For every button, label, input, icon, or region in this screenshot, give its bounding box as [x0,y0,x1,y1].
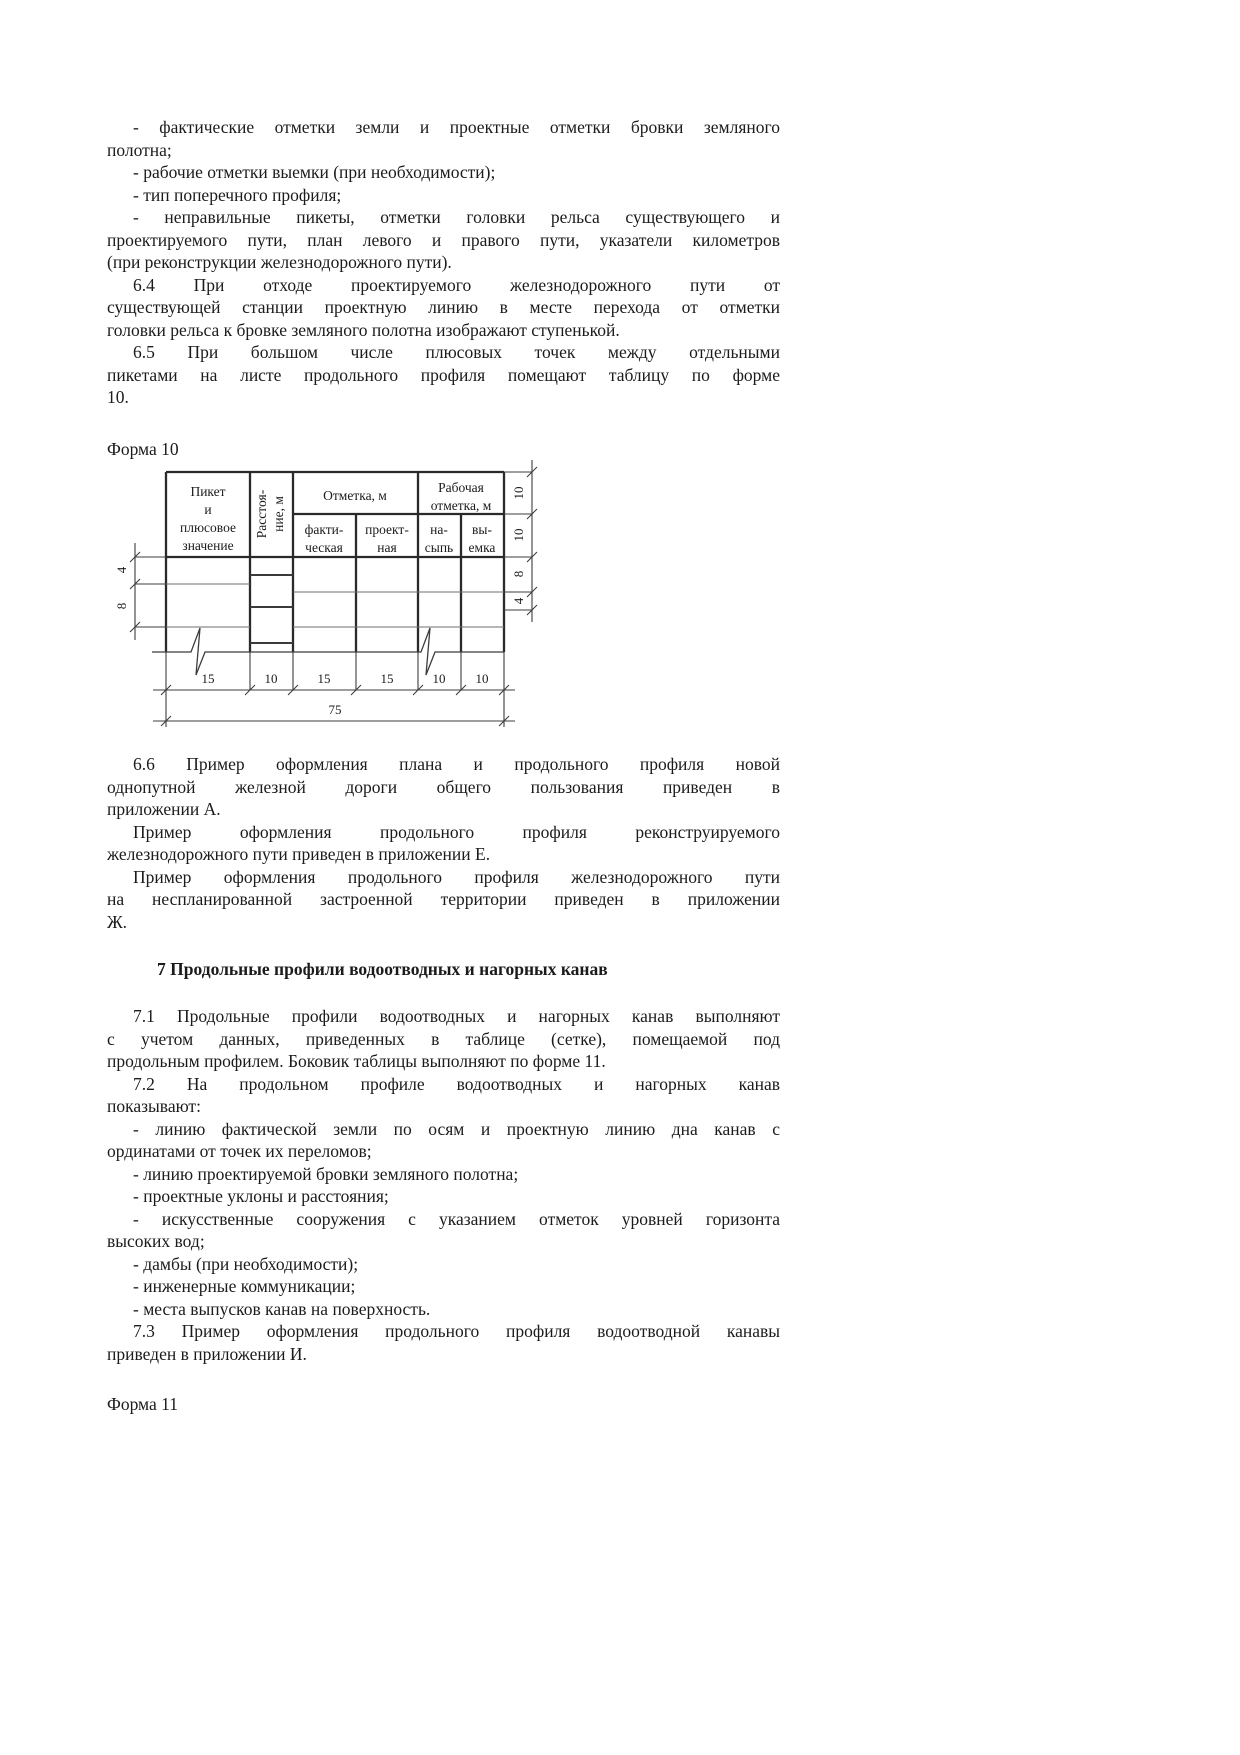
sub-col4-line: ная [377,540,397,555]
dim-total: 75 [328,702,342,717]
col1-header-line: значение [182,538,234,553]
text-line: однопутной железной дороги общего пользования приведен в [107,776,780,797]
col1-header-line: и [204,502,212,517]
sub-col6-line: вы- [472,522,492,537]
text-line: железнодорожного пути приведен в приложении Е. [107,844,491,864]
dim-right: 10 [511,528,526,542]
dim-bottom: 15 [380,671,394,686]
text-line: Пример оформления продольного профиля реконструируемого [133,821,780,842]
form10-label: Форма 10 [107,439,179,459]
text-line: - линию фактической земли по осям и проектную линию дна канав с [133,1118,780,1139]
col2-header-rotated: ние, м [271,496,286,532]
text-line: приведен в приложении И. [107,1343,307,1364]
break-line [152,628,504,675]
text-line: - дамбы (при необходимости); [133,1253,359,1274]
sub-col3-line: ческая [305,540,343,555]
text-line: (при реконструкции железнодорожного пути). [107,252,452,272]
text-line: проектируемого пути, план левого и правого пути, указатели километров [107,229,780,250]
text-line: - тип поперечного профиля; [133,184,342,205]
dim-left: 4 [114,566,129,574]
group2-header-line: отметка, м [430,498,492,513]
dim-bottom: 10 [475,671,489,686]
text-line: - линию проектируемой бровки земляного полотна; [133,1163,519,1184]
col1-header-line: плюсовое [180,520,236,535]
form10-figure [95,440,555,740]
text-line: продольным профилем. Боковик таблицы выполняют по форме 11. [107,1051,606,1071]
sub-col5-line: на- [430,522,448,537]
group2-header-line: Рабочая [438,480,484,495]
text-line: 6.5 При большом числе плюсовых точек между отдельными [133,342,780,362]
text-line: высоких вод; [107,1231,205,1251]
dim-bottom: 10 [264,671,278,686]
text-block-6-6 [107,753,780,933]
text-block-6-3 [107,116,780,409]
col2-header-rotated: Расстоя- [254,489,269,539]
text-content [107,0,780,1755]
text-line: - рабочие отметки выемки (при необходимости); [133,162,496,182]
dim-bottom: 10 [432,671,446,686]
text-line: 10. [107,387,129,407]
text-line: на неспланированной застроенной территории приведен в приложении [107,889,780,909]
text-line: Ж. [107,911,128,932]
sub-col6-line: емка [468,540,496,555]
text-line: 7.1 Продольные профили водоотводных и нагорных канав выполняют [133,1006,780,1026]
text-line: 7.2 На продольном профиле водоотводных и нагорных канав [133,1073,780,1094]
text-line: - неправильные пикеты, отметки головки рельса существующего и [133,207,780,227]
dim-bottom: 15 [201,671,215,686]
text-line: - фактические отметки земли и проектные отметки бровки земляного [133,117,780,137]
text-line: ординатами от точек их переломов; [107,1141,372,1161]
text-line: с учетом данных, приведенных в таблице (сетке), помещаемой под [107,1028,780,1049]
text-line: пикетами на листе продольного профиля помещают таблицу по форме [107,364,780,385]
text-line: 7.3 Пример оформления продольного профиля водоотводной канавы [133,1321,780,1341]
text-line: существующей станции проектную линию в месте перехода от отметки [107,297,780,317]
sub-col4-line: проект- [365,522,409,537]
dim-bottom: 15 [317,671,331,686]
group1-header: Отметка, м [323,488,387,503]
text-line: 6.6 Пример оформления плана и продольного профиля новой [133,754,780,774]
sub-col5-line: сыпь [424,540,454,555]
text-line: - места выпусков канав на поверхность. [133,1298,431,1319]
section-heading: 7 Продольные профили водоотводных и нагорных канав [157,959,608,979]
text-block-7 [107,1005,780,1365]
form10-headers [180,480,495,555]
text-line: Пример оформления продольного профиля железнодорожного пути [133,866,780,887]
form11-label: Форма 11 [107,1394,179,1414]
text-line: - искусственные сооружения с указанием отметок уровней горизонта [133,1208,780,1229]
dim-right: 10 [511,486,526,500]
text-line: - проектные уклоны и расстояния; [133,1186,389,1206]
dim-right: 8 [511,570,526,578]
text-line: - инженерные коммуникации; [133,1276,356,1296]
text-line: 6.4 При отходе проектируемого железнодорожного пути от [133,274,780,295]
text-line: полотна; [107,139,172,160]
text-line: головки рельса к бровке земляного полотна изображают ступенькой. [107,319,620,340]
text-line: показывают: [107,1096,201,1116]
dim-left: 8 [114,602,129,610]
sub-col3-line: факти- [304,522,344,537]
text-line: приложении А. [107,799,221,819]
dim-right: 4 [511,597,526,605]
col1-header-line: Пикет [190,484,226,499]
